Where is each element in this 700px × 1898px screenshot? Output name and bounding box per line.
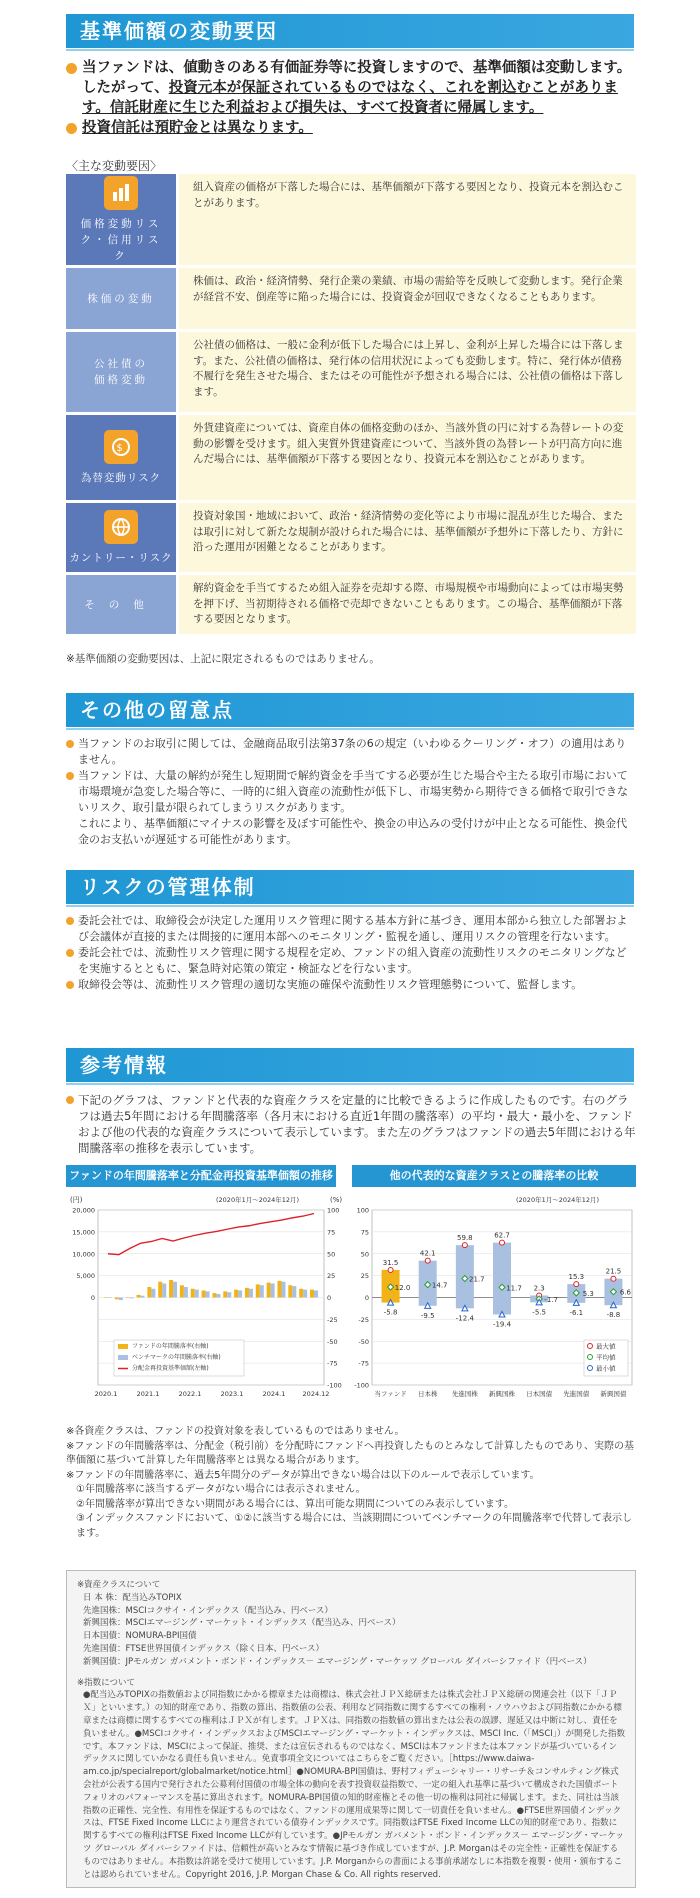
asset-line: 日 本 株：配当込みTOPIX [83,1592,182,1603]
range-bar [493,1243,511,1315]
fund-return-bar [202,1291,206,1298]
category-label: 先進国債 [563,1390,590,1398]
risk-label: 価格変動リスク・信用リスク [80,217,162,262]
index-heading: ※指数について [77,1677,135,1688]
note-line: ※各資産クラスは、ファンドの投資対象を表しているものではありません。 [66,1426,405,1437]
fund-return-bar [234,1290,238,1298]
asset-line: 日本国債：NOMURA-BPI国債 [83,1631,197,1642]
risk-row-bond [66,332,636,412]
right-tick-label: -25 [327,1315,338,1324]
category-label: 当ファンド [374,1390,407,1398]
fund-return-bar [115,1298,119,1300]
currency-risk-icon [104,430,138,464]
right-tick-label: -100 [327,1381,342,1390]
benchmark-return-bar [303,1290,307,1298]
y-tick-label: 0 [364,1294,369,1302]
x-tick-label: 2022.1 [178,1390,202,1398]
fund-return-bar [212,1293,216,1297]
fund-return-bar [180,1285,184,1297]
max-marker [611,1276,616,1281]
risk-label: その他 [66,575,176,634]
max-label: 15.3 [568,1273,585,1282]
benchmark-return-bar [314,1291,318,1298]
svg-text:$: $ [116,442,126,454]
nav-factors-footnote: ※基準価額の変動要因は、上記に限定されるものではありません。 [66,653,380,665]
risk-label: 為替変動リスク [80,471,162,484]
avg-label: 14.7 [431,1281,448,1290]
y-tick-label: -75 [358,1359,369,1368]
nav-factors-bullets [66,58,636,138]
min-label: -5.8 [383,1308,398,1317]
reference-notes [66,1425,638,1541]
asset-line: 先進国株：MSCIコクサイ・インデックス（配当込み、円ベース） [83,1605,333,1616]
avg-label: 12.0 [394,1284,411,1292]
category-label: 新興国株 [489,1390,515,1398]
risk-text: 外貨建資産については、資産自体の価格変動のほか、当該外貨の円に対する為替レートの変動の影響を受けます。組入実質外貨建資産について、当該外貨の為替レートが円高方向に進んだ場合には、基準価額が下落する要因となり、投資元本を割込むことがあります。 [179,415,636,500]
benchmark-return-bar [206,1291,210,1297]
list-item: 当ファンドのお取引に関しては、金融商品取引法第37条の6の規定（いわゆるクーリング・オフ）の適用はありません。 [66,736,636,768]
category-label: 先進国株 [451,1390,478,1398]
benchmark-return-bar [141,1296,145,1298]
risk-row-other [66,575,636,634]
asset-class-heading: ※資産クラスについて [77,1580,161,1590]
legend-label: 分配金再投資基準価額(左軸) [132,1365,209,1372]
main-factors-heading: 〈主な変動要因〉 [66,159,163,173]
risk-label: カントリー・リスク [69,551,173,564]
note-line: ①年間騰落率に該当するデータがない場合には表示されません。 [76,1484,366,1495]
legend-marker [588,1355,593,1360]
x-tick-label: 2021.1 [136,1390,160,1398]
y-tick-label: -100 [354,1381,369,1390]
legend-marker [588,1344,593,1349]
fund-return-bar [245,1288,249,1298]
benchmark-return-bar [292,1286,296,1297]
benchmark-return-bar [151,1289,155,1298]
min-label: -8.8 [606,1311,621,1320]
min-label: -9.5 [420,1311,435,1320]
price-risk-icon [104,176,138,210]
x-tick-label: 2024.12 [302,1390,330,1398]
right-tick-label: 75 [327,1228,336,1237]
left-tick-label: 20,000 [72,1206,95,1215]
section-header-risk-management: リスクの管理体制 [66,870,634,904]
x-tick-label: 2020.1 [94,1390,118,1398]
benchmark-return-bar [184,1287,188,1298]
note-line: ※ファンドの年間騰落率に、過去5年間分のデータが算出できない場合は以下のルールで表示しています。 [66,1469,540,1481]
right-tick-label: 0 [327,1294,332,1302]
avg-label: -1.7 [544,1295,558,1304]
right-tick-label: -50 [327,1337,338,1346]
fund-return-bar [256,1284,260,1297]
risk-text: 株価は、政治・経済情勢、発行企業の業績、市場の需給等を反映して変動します。発行企業が経営不安、倒産等に陥った場合には、投資資金が回収できなくなることもあります。 [179,268,636,329]
section-header-other-notes: その他の留意点 [66,693,634,727]
reference-intro-text: 下記のグラフは、ファンドと代表的な資産クラスを定量的に比較できるように作成したものです。右のグラフは過去5年間における年間騰落率（各月末における直近1年間の騰落率）の平均・最大・最小を、ファンドおよび他の代表的な資産クラスについて表示しています。また左のグラフはファンドの過去5年間における年間騰落率の推移を表示しています。 [66,1092,636,1156]
asset-line: 先進国債：FTSE世界国債インデックス（除く日本、円ベース） [83,1643,325,1654]
left-chart-title: ファンドの年間騰落率と分配金再投資基準価額の推移 [66,1165,336,1187]
risk-management-bullets [66,913,636,993]
asset-line: 新興国株：MSCIエマージング・マーケット・インデックス（配当込み、円ベース） [83,1618,401,1629]
other-notes-bullets [66,736,636,848]
y-tick-label: 100 [356,1206,369,1215]
left-tick-label: 15,000 [72,1228,95,1237]
index-body: ●配当込みTOPIXの指数値および同指数にかかる標章または商標は、株式会社ＪＰＸ総研または株式会社ＪＰＸ総研の関連会社（以下「ＪＰＸ」といいます。）の知的財産であり、指数の算出、指数値の公表、利用など同指数に関するすべての権利・ノウハウおよび同指数にかかる標章または商標に関するすべての権利はＪＰＸが有します。ＪＰＸは、同指数の指数値の算出または公表の誤謬、遅延又は中断に対し、責任を負いません。●MSCIコクサイ・インデックスおよびMSCIエマージング・マーケット・インデックスは、MSCI Inc.（「MSCI」）が開発した指数です。本ファンドは、MSCIによって保証、推奨、または宣伝されるものではなく、MSCIは本ファンドまたは本ファンドが基づいているインデックスに関していかなる責任も負いません。免責事項全文についてはこちらをご覧ください。［https://www.daiwa-am.co.jp/specialreport/globalmarket/notice.html］●NOMURA-BPI国債は、野村フィデューシャリー・リサーチ＆コンサルティング株式会社が公表する国内で発行された公募利付国債の市場全体の動向を表す投資収益指数で、一定の組入れ基準に基づいて構成された国債ポートフォリオのパフォーマンスを基に算出されます。NOMURA-BPI国債の知的財産権とその他一切の権利は同社に帰属します。また、同社は当該指数の正確性、完全性、有用性を保証するものではなく、ファンドの運用成果等に関して一切責任を負いません。●FTSE世界国債インデックスは、FTSE Fixed Income LLCにより運営されている債券インデックスです。同指数はFTSE Fixed Income LLCの知的財産であり、指数に関するすべての権利はFTSE Fixed Income LLCが有しています。●JPモルガン ガバメント・ボンド・インデックス－ エマージング・マーケッツ グローバル ダイバーシファイドは、信頼性が高いとみなす情報に基づき作成していますが、J.P. Morganはその完全性・正確性を保証するものではありません。本指数は許諾を受けて使用しています。J.P. Morganからの書面による事前承諾なしに本指数を複製・使用・頒布することは認められていません。Copyright 2016, J.P. Morgan Chase & Co. All rights reserved. [83,1690,626,1880]
right-chart [346,1190,638,1418]
benchmark-return-bar [260,1285,264,1297]
legend-label: ベンチマークの年間騰落率(右軸) [132,1354,221,1361]
risk-text: 投資対象国・地域において、政治・経済情勢の変化等により市場に混乱が生じた場合、または取引に対して新たな規制が設けられた場合には、基準価額が予想外に下落したり、方針に沿った運用が困難となることがあります。 [179,503,636,572]
avg-label: 6.6 [619,1288,631,1297]
fund-return-bar [223,1291,227,1297]
risk-row-stock [66,268,636,329]
left-tick-label: 0 [90,1294,95,1302]
fund-return-bar [137,1295,141,1298]
risk-text: 公社債の価格は、一般に金利が低下した場合には上昇し、金利が上昇した場合には下落します。また、公社債の価格は、発行体の信用状況によっても変動します。特に、発行体が債務不履行を発生させた場合、またはその可能性が予想される場合には、公社債の価格は下落します。 [179,332,636,412]
risk-text: 組入資産の価格が下落した場合には、基準価額が下落する要因となり、投資元本を割込むことがあります。 [179,174,636,265]
category-label: 日本株 [417,1390,438,1398]
country-risk-icon [104,510,138,544]
benchmark-return-bar [216,1294,220,1298]
legend-label: 最大値 [596,1342,616,1351]
period-label: (2020年1月～2024年12月) [516,1196,600,1204]
max-label: 2.3 [533,1284,545,1293]
benchmark-return-bar [238,1291,242,1298]
x-tick-label: 2024.1 [262,1390,286,1398]
fund-return-bar [299,1289,303,1298]
legend-swatch [118,1355,128,1360]
risk-text: 解約資金を手当てするため組入証券を売却する際、市場規模や市場動向によっては市場実勢を押下げ、当初期待される価格で売却できないこともあります。この場合、基準価額が下落する要因となります。 [179,575,636,634]
right-tick-label: -75 [327,1359,338,1368]
y-tick-label: -25 [358,1315,369,1324]
legend-swatch [118,1344,128,1349]
list-item: 取締役会等は、流動性リスク管理の適切な実施の確保や流動性リスク管理態勢について、監督します。 [66,977,636,993]
benchmark-return-bar [162,1284,166,1298]
list-item: 委託会社では、流動性リスク管理に関する規程を定め、ファンドの組入資産の流動性リスクのモニタリングなどを実施するとともに、緊急時対応策の策定・検証などを行ないます。 [66,945,636,977]
not-deposit-note: 投資信託は預貯金とは異なります。 [66,118,636,138]
max-label: 59.8 [457,1234,473,1243]
list-item: これにより、基準価額にマイナスの影響を及ぼす可能性や、換金の申込みの受付けが中止となる可能性、換金代金のお支払いが遅延する可能性があります。 [78,817,628,846]
risk-table [66,174,636,637]
category-label: 新興国債 [600,1390,627,1398]
index-notes-box [66,1570,636,1888]
max-marker [425,1258,430,1263]
right-tick-label: 100 [327,1206,340,1215]
left-chart [66,1190,346,1418]
section-header-reference: 参考情報 [66,1048,634,1082]
left-axis-unit: (円) [70,1196,83,1204]
principal-risk-note: 当ファンドは、値動きのある有価証券等に投資しますので、基準価額は変動します。したがって、投資元本が保証されているものではなく、これを割込むことがあります。信託財産に生じた利益および損失は、すべて投資者に帰属します。 [66,58,636,118]
max-marker [388,1267,393,1272]
left-tick-label: 5,000 [76,1272,95,1281]
note-line: ③インデックスファンドにおいて、①②に該当する場合には、当該期間についてベンチマークの年間騰落率で代替して表示します。 [76,1513,632,1539]
benchmark-return-bar [249,1289,253,1298]
risk-label: 公社債の価格変動 [66,332,176,412]
fund-return-bar [277,1281,281,1298]
legend-marker [588,1366,593,1371]
benchmark-return-bar [108,1298,112,1299]
max-label: 62.7 [494,1231,510,1240]
y-tick-label: 25 [360,1272,369,1281]
fund-return-bar [310,1290,314,1298]
right-chart-title: 他の代表的な資産クラスとの騰落率の比較 [352,1165,636,1187]
max-label: 31.5 [382,1258,399,1267]
list-item: 委託会社では、取締役会が決定した運用リスク管理に関する基本方針に基づき、運用本部から独立した部署および会議体が直接的または間接的に運用本部へのモニタリング・監視を通し、運用リスクの管理を行ないます。 [66,913,636,945]
fund-return-bar [191,1289,195,1298]
section-header-nav-factors: 基準価額の変動要因 [66,14,634,48]
max-marker [462,1243,467,1248]
benchmark-return-bar [281,1282,285,1298]
max-label: 42.1 [419,1249,436,1258]
min-label: -19.4 [492,1320,512,1329]
risk-row-currency [66,415,636,500]
right-axis-unit: (%) [330,1196,343,1204]
benchmark-return-bar [227,1292,231,1297]
min-label: -6.1 [569,1308,584,1317]
legend-label: 最小値 [596,1364,616,1373]
fund-return-bar [104,1298,108,1299]
legend-label: ファンドの年間騰落率(右軸) [132,1343,209,1350]
risk-label: 株価の変動 [66,268,176,329]
right-tick-label: 25 [327,1272,336,1281]
note-line: ②年間騰落率が算出できない期間がある場合には、算出可能な期間についてのみ表示しています。 [76,1498,514,1510]
max-marker [500,1240,505,1245]
benchmark-return-bar [119,1298,123,1301]
category-label: 日本国債 [526,1390,553,1398]
max-label: 21.5 [605,1267,622,1276]
benchmark-return-bar [271,1284,275,1298]
fund-return-bar [267,1283,271,1298]
min-label: -5.5 [532,1308,546,1317]
benchmark-return-bar [173,1282,177,1298]
benchmark-return-bar [195,1290,199,1298]
benchmark-return-bar [130,1298,134,1299]
fund-return-bar [158,1282,162,1298]
fund-return-bar [169,1280,173,1298]
right-tick-label: 50 [327,1250,336,1259]
max-marker [574,1282,579,1287]
avg-label: 11.7 [506,1284,522,1293]
y-tick-label: 50 [360,1250,369,1259]
avg-label: 5.3 [582,1289,594,1298]
fund-return-bar [147,1287,151,1298]
risk-row-price [66,174,636,265]
y-tick-label: -50 [358,1337,369,1346]
risk-row-country [66,503,636,572]
y-tick-label: 75 [360,1228,369,1237]
list-item: 当ファンドは、大量の解約が発生し短期間で解約資金を手当てする必要が生じた場合や主たる取引市場において市場環境が急変した場合等に、一時的に組入資産の流動性が低下し、市場実勢から期待できる価格で取引できないリスク、取引量が限られてしまうリスクがあります。 [66,768,636,816]
fund-return-bar [288,1285,292,1297]
min-label: -12.4 [455,1314,474,1323]
x-tick-label: 2023.1 [220,1390,244,1398]
period-label: (2020年1月～2024年12月) [216,1196,300,1204]
left-tick-label: 10,000 [72,1250,95,1259]
legend-label: 平均値 [596,1353,616,1362]
asset-line: 新興国債：JPモルガン ガバメント・ボンド・インデックス－ エマージング・マーケッツ グローバル ダイバーシファイド（円ベース） [83,1656,592,1667]
fund-return-bar [126,1298,130,1299]
avg-label: 21.7 [469,1275,485,1284]
note-line: ※ファンドの年間騰落率は、分配金（税引前）を分配時にファンドへ再投資したものとみなして計算したものであり、実際の基準価額に基づいて計算した年間騰落率とは異なる場合があります。 [66,1440,634,1466]
reference-intro [66,1092,636,1156]
